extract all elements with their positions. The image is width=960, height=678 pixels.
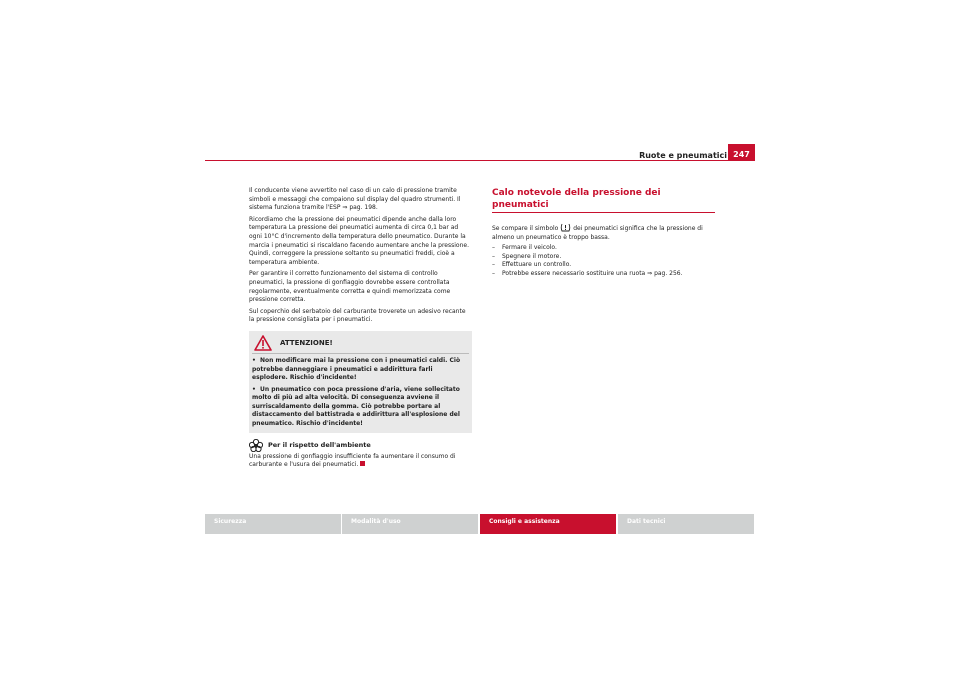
- warning-item-text: Non modificare mai la pressione con i pneumatici caldi. Ciò potrebbe danneggiare i pneumatici e addirittura farli esplodere. Rischio d'incidente!: [252, 356, 461, 382]
- list-item: [492, 253, 715, 262]
- environment-header: [249, 439, 472, 453]
- dash-icon: –: [492, 252, 495, 260]
- environment-text: [249, 453, 472, 470]
- running-header-title: Ruote e pneumatici: [639, 151, 727, 160]
- list-item: [492, 244, 715, 253]
- dash-icon: –: [492, 261, 495, 269]
- dash-icon: –: [492, 269, 495, 277]
- environment-text-content: Una pressione di gonfiaggio insufficiente fa aumentare il consumo di carburante e l'usura dei pneumatici.: [249, 452, 456, 469]
- footer-tab-sicurezza[interactable]: Sicurezza: [205, 514, 341, 534]
- left-column: [249, 187, 472, 470]
- paragraph: Per garantire il corretto funzionamento del sistema di controllo pneumatici, la pressione di gonfiaggio dovrebbe essere controllata regolarmente, eventualmente corretta e quindi memorizzata come pressione corretta.: [249, 270, 451, 304]
- warning-item-text: Un pneumatico con poca pressione d'aria, viene sollecitato molto di più ad alta velocità. Di conseguenza avviene il surriscaldamento della gomma. Ciò potrebbe portare al distaccamento del battistrada e addirittura all'esplosione del pneumatico. Rischio d'incidente!: [252, 385, 460, 428]
- warning-title: ATTENZIONE!: [280, 338, 333, 347]
- step-text: Spegnere il motore.: [502, 252, 562, 260]
- footer-tab-modalita-uso[interactable]: Modalità d'uso: [342, 514, 478, 534]
- warning-header: [252, 333, 469, 354]
- list-item: [492, 261, 715, 270]
- right-column: [492, 187, 715, 279]
- footer-tab-dati-tecnici[interactable]: Dati tecnici: [618, 514, 754, 534]
- list-item: [492, 270, 715, 279]
- environment-title: Per il rispetto dell'ambiente: [268, 441, 371, 450]
- bullet-icon: •: [252, 385, 261, 393]
- step-text: Potrebbe essere necessario sostituire una ruota ⇒ pag. 256.: [502, 269, 683, 277]
- step-text: Fermare il veicolo.: [502, 244, 557, 252]
- bullet-icon: •: [252, 356, 261, 364]
- intro-text-after: dei pneumatici significa che la pressione di almeno un pneumatico è troppo bassa.: [492, 225, 703, 241]
- warning-box: [249, 331, 472, 433]
- header-rule: [205, 160, 755, 161]
- section-intro: [492, 223, 715, 242]
- paragraph: Il conducente viene avvertito nel caso di un calo di pressione tramite simboli e messaggi che compaiono sul display del quadro strumenti. Il sistema funziona tramite l'ESP ⇒ pag. 198.: [249, 187, 461, 212]
- paragraph: Sul coperchio del serbatoio del carburante troverete un adesivo recante la pressione consigliata per i pneumatici.: [249, 307, 466, 324]
- end-of-section-marker: [360, 461, 365, 466]
- step-text: Effettuare un controllo.: [502, 261, 572, 269]
- page-number: 247: [728, 144, 755, 161]
- tire-pressure-warning-icon: [560, 223, 571, 232]
- warning-item: [252, 386, 469, 429]
- intro-text-before: Se compare il simbolo: [492, 225, 559, 232]
- section-title: Calo notevole della pressione dei pneumatici: [492, 188, 661, 210]
- flower-icon: [249, 439, 263, 452]
- paragraph: Ricordiamo che la pressione dei pneumatici dipende anche dalla loro temperatura La pressione dei pneumatici aumenta di circa 0,1 bar ad ogni 10°C d'incremento della temperatura dello pneumatico. Durante la marcia i pneumatici si riscaldano facendo aumentare anche la pressione. Quindi, correggere la pressione soltanto su pneumatici freddi, cioè a temperatura ambiente.: [249, 215, 469, 266]
- warning-item: [252, 357, 469, 383]
- section-rule: [492, 212, 715, 213]
- steps-list: [492, 244, 715, 278]
- footer-tab-consigli-assistenza[interactable]: Consigli e assistenza: [480, 514, 616, 534]
- dash-icon: –: [492, 244, 495, 252]
- warning-triangle-icon: [254, 335, 272, 351]
